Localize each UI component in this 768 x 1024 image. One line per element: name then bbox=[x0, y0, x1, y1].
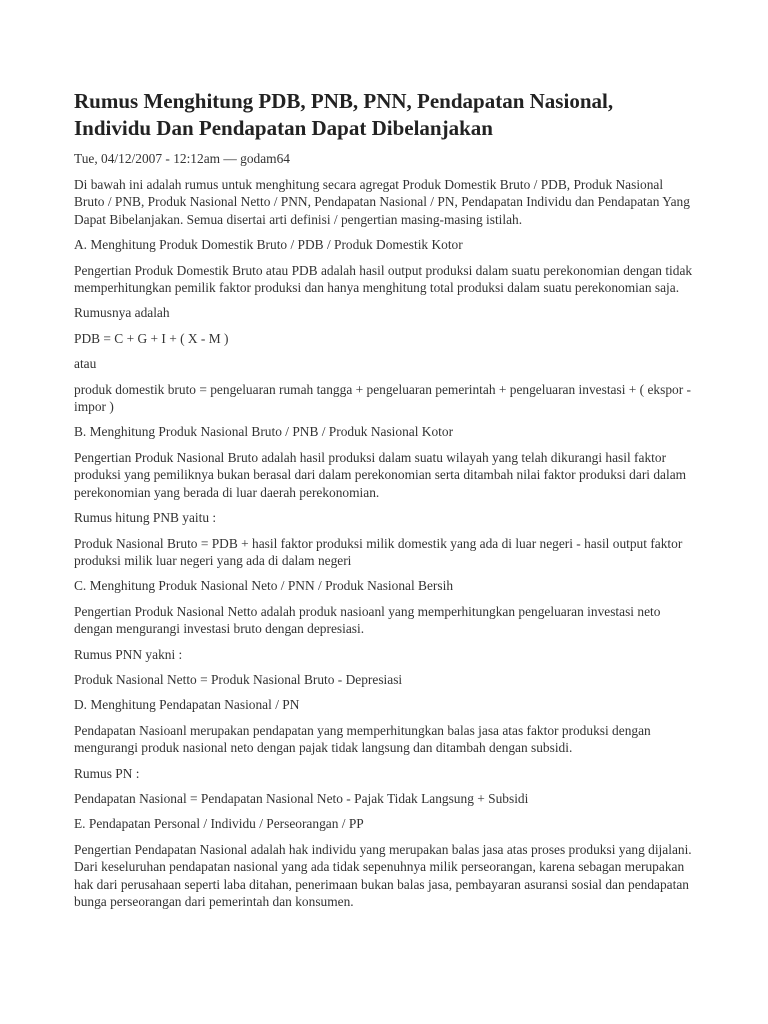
section-c-definition: Pengertian Produk Nasional Netto adalah produk nasioanl yang memperhitungkan pengeluaran investasi neto dengan mengurangi investasi bruto dengan depresiasi. bbox=[74, 603, 661, 637]
section-b-formula-label: Rumus hitung PNB yaitu : bbox=[74, 510, 217, 526]
article-meta: Tue, 04/12/2007 - 12:12am — godam64 bbox=[74, 151, 290, 166]
section-c-formula: Produk Nasional Netto = Produk Nasional Bruto - Depresiasi bbox=[74, 671, 403, 687]
section-d-formula-label: Rumus PN : bbox=[74, 765, 140, 781]
section-d-definition: Pendapatan Nasioanl merupakan pendapatan yang memperhitungkan balas jasa atas faktor produksi dengan mengurangi produk nasional neto dengan pajak tidak langsung dan ditambah dengan subsidi. bbox=[74, 722, 651, 756]
section-e-heading: E. Pendapatan Personal / Individu / Perseorangan / PP bbox=[74, 816, 364, 832]
section-d-heading: D. Menghitung Pendapatan Nasional / PN bbox=[74, 697, 300, 713]
section-a-definition: Pengertian Produk Domestik Bruto atau PDB adalah hasil output produksi dalam suatu perekonomian dengan tidak memperhitungkan pemilik faktor produksi dan hanya menghitung total produksi dalam suatu perekonomian saja. bbox=[74, 262, 693, 296]
section-b-heading: B. Menghitung Produk Nasional Bruto / PNB / Produk Nasional Kotor bbox=[74, 424, 454, 440]
section-a-or: atau bbox=[74, 356, 97, 372]
section-c-formula-label: Rumus PNN yakni : bbox=[74, 646, 183, 662]
article-title: Rumus Menghitung PDB, PNB, PNN, Pendapatan Nasional, Individu Dan Pendapatan Dapat Dibelanjakan bbox=[74, 89, 614, 140]
section-c-heading: C. Menghitung Produk Nasional Neto / PNN / Produk Nasional Bersih bbox=[74, 578, 454, 594]
section-a-heading: A. Menghitung Produk Domestik Bruto / PDB / Produk Domestik Kotor bbox=[74, 237, 463, 253]
section-b-definition: Pengertian Produk Nasional Bruto adalah hasil produksi dalam suatu wilayah yang telah dikurangi hasil faktor produksi yang pemiliknya bukan berasal dari dalam perekonomian serta ditambah nilai faktor produksi dari dalam perekonomian yang berada di luar daerah perekonomian. bbox=[74, 449, 687, 500]
section-a-formula-words: produk domestik bruto = pengeluaran rumah tangga + pengeluaran pemerintah + pengeluaran investasi + ( ekspor - impor ) bbox=[74, 381, 691, 415]
section-a-formula: PDB = C + G + I + ( X - M ) bbox=[74, 330, 229, 346]
intro-paragraph: Di bawah ini adalah rumus untuk menghitung secara agregat Produk Domestik Bruto / PDB, Produk Nasional Bruto / PNB, Produk Nasional Netto / PNN, Pendapatan Nasional / PN, Pendapatan Individu dan Pendapatan Yang Dapat Bibelanjakan. Semua disertai arti definisi / pengertian masing-masing istilah. bbox=[74, 177, 690, 227]
section-b-formula: Produk Nasional Bruto = PDB + hasil faktor produksi milik domestik yang ada di luar negeri - hasil output faktor produksi milik luar negeri yang ada di dalam negeri bbox=[74, 535, 683, 568]
section-e-definition: Pengertian Pendapatan Nasional adalah hak individu yang merupakan balas jasa atas proses produksi yang dijalani. Dari keseluruhan pendapatan nasional yang ada tidak sepenuhnya milik perseorangan, karena sebagan merupakan hak dari perusahaan seperti laba ditahan, penerimaan bukan balas jasa, pembayaran asuransi sosial dan pendapatan bunga perseorangan dari pemerintah dan konsumen. bbox=[74, 841, 692, 909]
section-d-formula: Pendapatan Nasional = Pendapatan Nasional Neto - Pajak Tidak Langsung + Subsidi bbox=[74, 790, 529, 806]
section-a-formula-label: Rumusnya adalah bbox=[74, 305, 170, 321]
